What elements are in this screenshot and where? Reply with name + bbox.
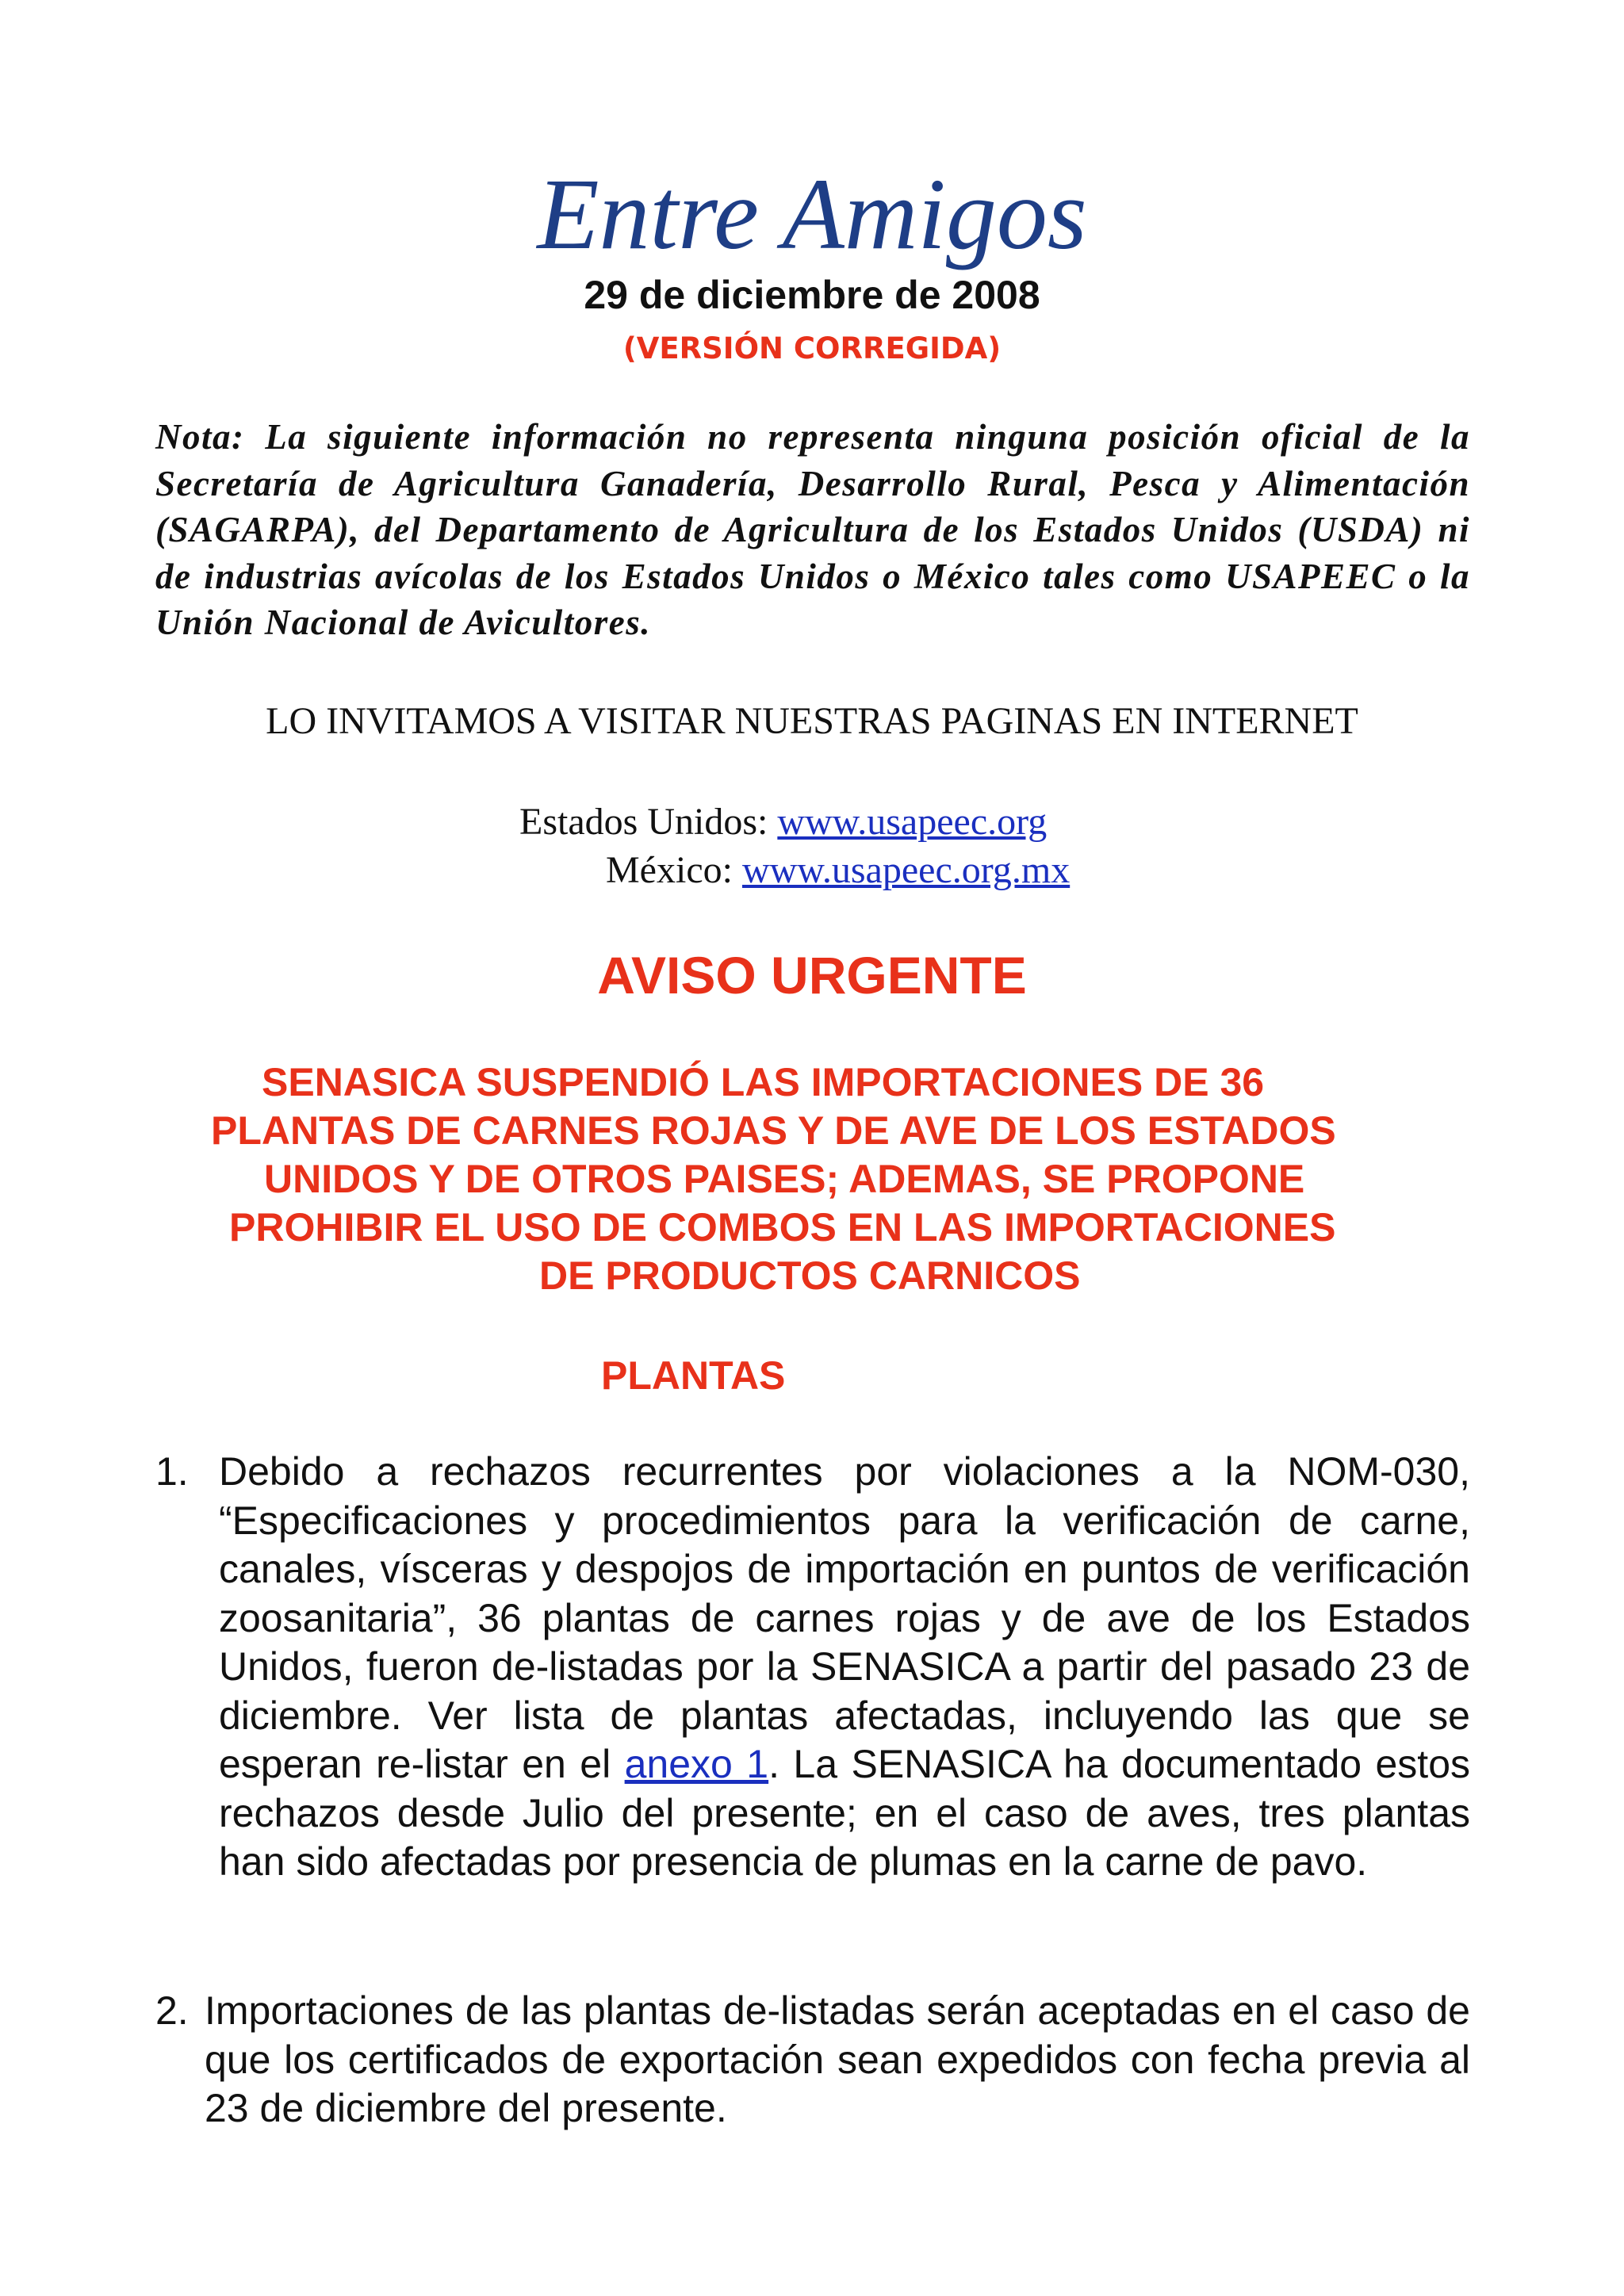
- headline-line-5: DE PRODUCTOS CARNICOS: [539, 1253, 1081, 1298]
- issue-date: 29 de diciembre de 2008: [584, 273, 1040, 317]
- newsletter-title: Entre Amigos: [537, 158, 1087, 270]
- headline-line-4: PROHIBIR EL USO DE COMBOS EN LAS IMPORTACIONES: [229, 1205, 1336, 1249]
- usapeec-mx-link[interactable]: www.usapeec.org.mx: [741, 849, 1071, 891]
- site-row-mx: [606, 847, 1070, 894]
- anexo-1-link[interactable]: anexo 1: [624, 1742, 769, 1786]
- headline-line-2: PLANTAS DE CARNES ROJAS Y DE AVE DE LOS ESTADOS: [211, 1108, 1336, 1153]
- site-label-mx: México:: [606, 849, 742, 891]
- headline-line-3: UNIDOS Y DE OTROS PAISES; ADEMAS, SE PROPONE: [264, 1157, 1305, 1201]
- item-1-text-cont: . La SENASICA ha documentado estos rechazos desde Julio del presente; en el caso de aves, tres plantas han sido afectadas por presencia de plumas en la carne de pavo.: [219, 1742, 1470, 1884]
- item-number-2: 2.: [155, 1988, 189, 2033]
- usapeec-us-link[interactable]: www.usapeec.org: [777, 801, 1048, 843]
- version-label: (VERSIÓN CORREGIDA): [622, 331, 1002, 365]
- site-label-us: Estados Unidos:: [519, 801, 778, 843]
- list-item-2: Importaciones de las plantas de-listadas serán aceptadas en el caso de que los certificados de exportación sean expedidos con fecha previa al 23 de diciembre del presente.: [205, 1988, 1470, 2130]
- item-number-1: 1.: [155, 1449, 189, 1494]
- site-row-us: [519, 798, 1047, 846]
- urgent-notice-heading: AVISO URGENTE: [597, 946, 1027, 1004]
- headline-line-1: SENASICA SUSPENDIÓ LAS IMPORTACIONES DE 36: [262, 1060, 1265, 1104]
- invite-heading: LO INVITAMOS A VISITAR NUESTRAS PAGINAS EN INTERNET: [266, 700, 1358, 742]
- item-1-text: Debido a rechazos recurrentes por violaciones a la NOM-030, “Especificaciones y procedimientos para la verificación de carne, canales, vísceras y despojos de importación en puntos de verificación zoosanitaria”, 36 plantas de carnes rojas y de ave de los Estados Unidos, fueron de-listadas por la SENASICA a partir del pasado 23 de diciembre. Ver lista de plantas afectadas, incluyendo las que se esperan re-listar en el: [219, 1449, 1470, 1786]
- list-item-1: [219, 1448, 1470, 1887]
- section-title: PLANTAS: [601, 1353, 786, 1398]
- disclaimer-note: Nota: La siguiente información no representa ninguna posición oficial de la Secretaría de Agricultura Ganadería, Desarrollo Rural, Pesca y Alimentación (SAGARPA), del Departamento de Agricultura de los Estados Unidos (USDA) ni de industrias avícolas de los Estados Unidos o México tales como USAPEEC o la Unión Nacional de Avicultores.: [155, 417, 1470, 642]
